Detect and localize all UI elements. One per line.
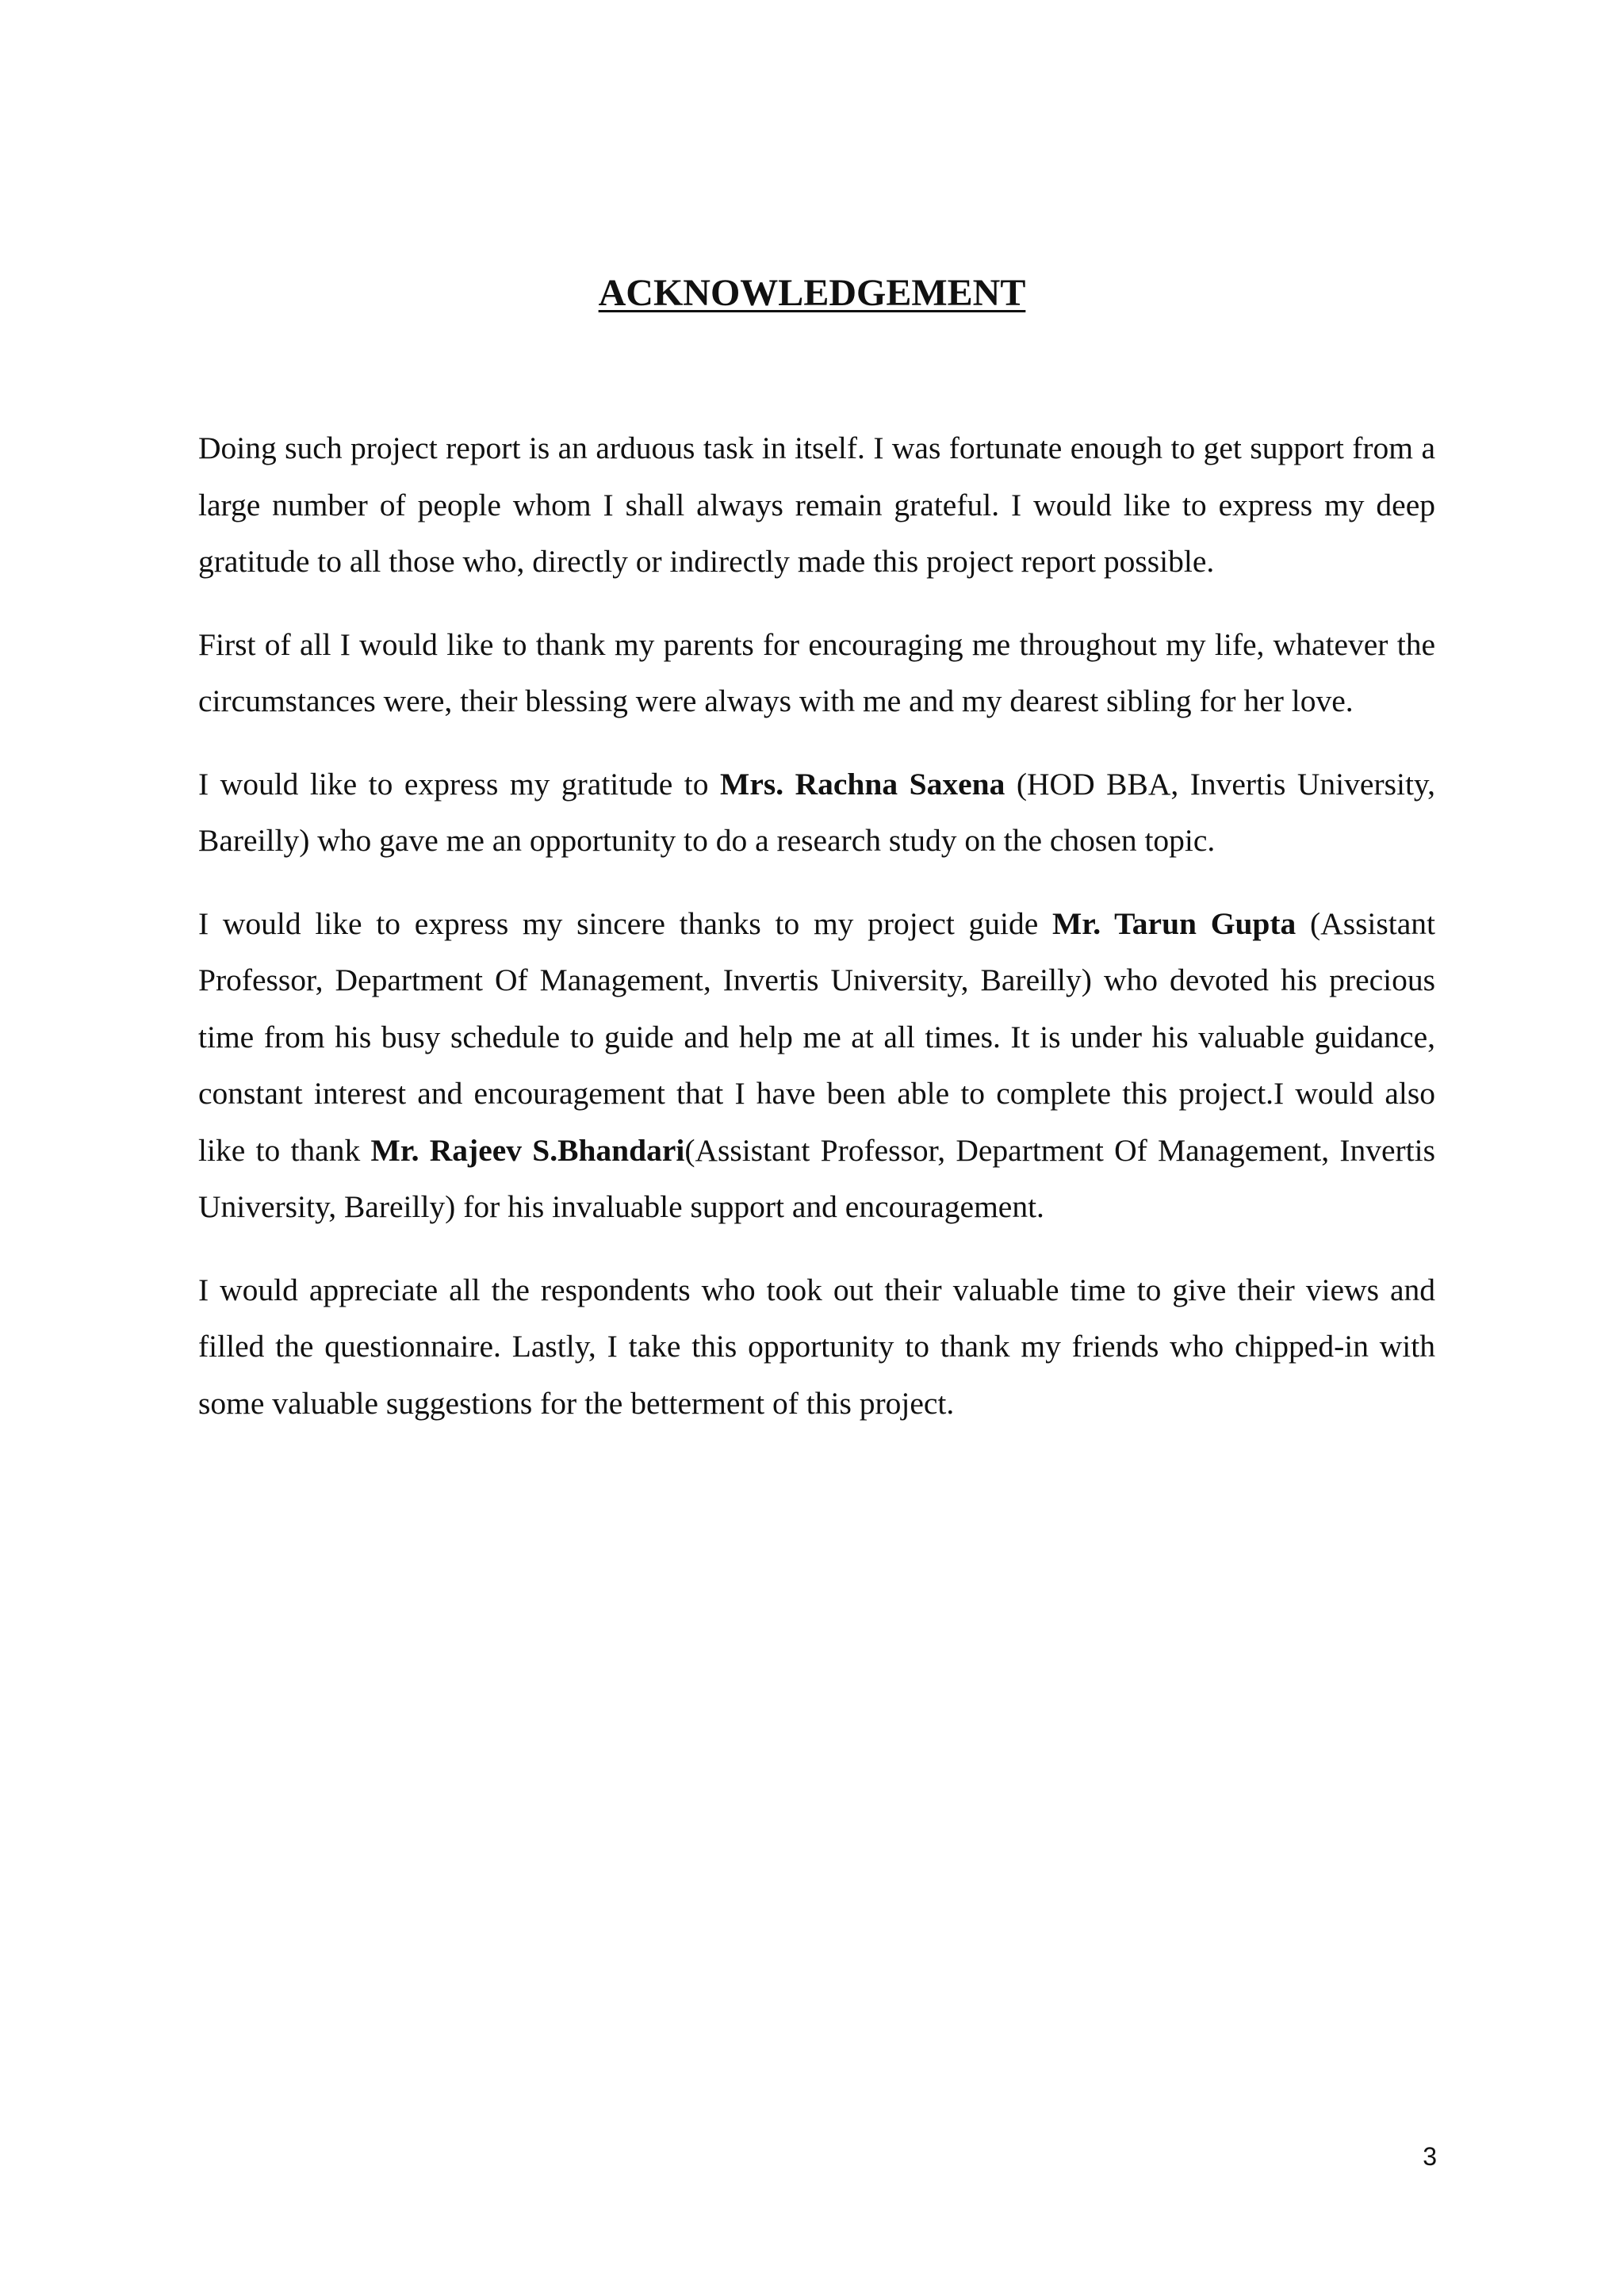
paragraph-respondents: I would appreciate all the respondents who took out their valuable time to give their views and filled the questionnaire. Lastly, I take this opportunity to thank my friends who chipped-in with some valuable suggestions for the betterment of this project. [198,1272,1435,1421]
page-title: ACKNOWLEDGEMENT [598,272,1026,314]
paragraph-guides-text-after: (Assistant Professor, Department Of Management, Invertis University, Bareilly) for his invaluable support and encouragement. [198,1132,1435,1224]
paragraph-parents: First of all I would like to thank my parents for encouraging me throughout my life, whatever the circumstances were, their blessing were always with me and my dearest sibling for her love. [198,626,1435,718]
acknowledgement-body [198,420,1435,1458]
second-guide-name: Mr. Rajeev S.Bhandari [370,1132,685,1168]
paragraph-guides-text-before: I would like to express my sincere thanks to my project guide [198,905,1052,941]
paragraph-intro: Doing such project report is an arduous task in itself. I was fortunate enough to get support from a large number of people whom I shall always remain grateful. I would like to express my deep gratitude to all those who, directly or indirectly made this project report possible. [198,430,1435,579]
paragraph-guides-text-middle: (Assistant Professor, Department Of Management, Invertis University, Bareilly) who devoted his precious time from his busy schedule to guide and help me at all times. It is under his valuable guidance, constant interest and encouragement that I have been able to complete this project.I would also like to thank [198,905,1436,1168]
paragraph-hod [198,756,1435,870]
paragraph-hod-text-after: (HOD BBA, Invertis University, Bareilly) who gave me an opportunity to do a research study on the chosen topic. [198,766,1435,858]
guide-name: Mr. Tarun Gupta [1052,905,1297,941]
paragraph-guides [198,896,1435,1236]
page-number: 3 [1423,2142,1437,2171]
hod-name: Mrs. Rachna Saxena [720,766,1005,802]
paragraph-hod-text-before: I would like to express my gratitude to [198,766,721,802]
